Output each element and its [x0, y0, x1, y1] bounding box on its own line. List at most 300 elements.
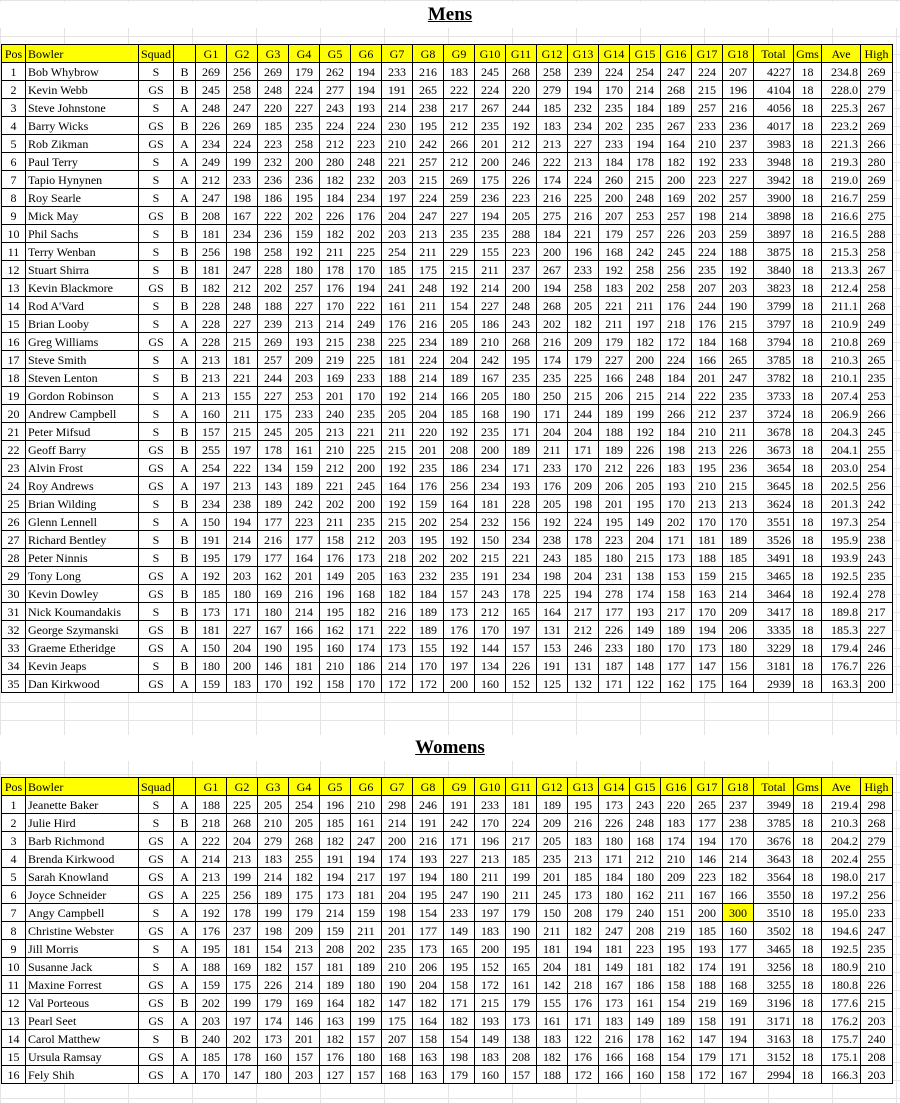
table-cell: 169 [258, 585, 289, 603]
table-cell: 202 [258, 279, 289, 297]
table-cell: 194 [351, 850, 382, 868]
table-cell: 247 [351, 832, 382, 850]
table-cell: 256 [227, 63, 258, 81]
table-cell: B [174, 657, 196, 675]
table-cell: 202 [444, 549, 475, 567]
table-row [2, 81, 893, 99]
table-cell: 144 [475, 639, 506, 657]
table-cell: 188 [537, 1066, 568, 1084]
table-cell: 267 [475, 99, 506, 117]
table-cell: 3256 [754, 958, 794, 976]
table-cell: 213 [692, 495, 723, 513]
table-cell: 211 [227, 405, 258, 423]
table-row [2, 585, 893, 603]
table-cell: 175 [289, 886, 320, 904]
table-cell: 211 [537, 441, 568, 459]
table-cell: 209 [537, 814, 568, 832]
table-cell: 268 [506, 63, 537, 81]
table-cell: 18 [794, 549, 822, 567]
table-cell: 9 [2, 940, 26, 958]
table-cell: 219 [320, 351, 351, 369]
table-cell: 213 [289, 940, 320, 958]
table-cell: S [139, 513, 174, 531]
table-cell: 204 [413, 976, 444, 994]
table-cell: 210 [861, 958, 893, 976]
table-cell: 205 [537, 832, 568, 850]
table-cell: 173 [568, 886, 599, 904]
table-cell: 233 [568, 261, 599, 279]
table-cell: 190 [475, 886, 506, 904]
table-cell: 169 [723, 994, 754, 1012]
table-cell: 213 [227, 477, 258, 495]
table-cell: 243 [475, 585, 506, 603]
table-cell: 244 [692, 297, 723, 315]
table-cell: S [139, 351, 174, 369]
table-cell: 218 [568, 976, 599, 994]
table-cell: 18 [794, 135, 822, 153]
table-cell: 222 [444, 81, 475, 99]
table-cell: 242 [861, 495, 893, 513]
table-cell: 245 [196, 81, 227, 99]
table-cell: 12 [2, 261, 26, 279]
table-cell: 206 [723, 621, 754, 639]
table-cell: 235 [413, 459, 444, 477]
table-cell: 18 [794, 333, 822, 351]
table-cell: 202.5 [822, 477, 861, 495]
table-cell: 205 [506, 207, 537, 225]
table-cell: 225 [568, 369, 599, 387]
table-cell: 168 [382, 1066, 413, 1084]
table-cell: 266 [861, 405, 893, 423]
table-cell: 184 [599, 868, 630, 886]
table-cell: 182 [320, 1030, 351, 1048]
table-cell: 194 [723, 1030, 754, 1048]
table-cell: 18 [794, 189, 822, 207]
header-row [2, 778, 893, 796]
table-cell: 216 [568, 814, 599, 832]
table-cell: 195 [599, 513, 630, 531]
table-cell: 216 [413, 315, 444, 333]
table-cell: 161 [382, 297, 413, 315]
table-cell: B [174, 369, 196, 387]
table-cell: GS [139, 279, 174, 297]
table-cell: 164 [382, 477, 413, 495]
table-cell: 227 [289, 99, 320, 117]
table-cell: 228.0 [822, 81, 861, 99]
table-cell: 222 [196, 832, 227, 850]
table-row [2, 495, 893, 513]
table-cell: 176 [382, 315, 413, 333]
table-cell: 208 [444, 441, 475, 459]
column-header: G17 [692, 45, 723, 63]
table-cell: 173 [506, 1012, 537, 1030]
table-cell: 175.1 [822, 1048, 861, 1066]
table-cell: 202 [661, 513, 692, 531]
table-cell: 192 [289, 675, 320, 693]
table-cell: 189 [723, 531, 754, 549]
table-cell: 201.3 [822, 495, 861, 513]
table-cell: 214 [227, 531, 258, 549]
table-cell: 233 [351, 369, 382, 387]
table-cell: 204 [537, 423, 568, 441]
table-cell: 4104 [754, 81, 794, 99]
table-cell: 215 [692, 81, 723, 99]
column-header: G16 [661, 778, 692, 796]
table-cell: 196 [723, 81, 754, 99]
table-cell: 255 [196, 441, 227, 459]
table-cell: 179 [599, 225, 630, 243]
table-cell: 232 [413, 567, 444, 585]
table-cell: 164 [661, 135, 692, 153]
table-cell: 204 [630, 531, 661, 549]
table-row [2, 369, 893, 387]
table-cell: 201 [475, 135, 506, 153]
table-cell: Paul Terry [26, 153, 139, 171]
table-cell: 179 [289, 904, 320, 922]
table-cell: 125 [537, 675, 568, 693]
table-cell: 235 [475, 423, 506, 441]
table-cell: 243 [506, 315, 537, 333]
table-cell: 8 [2, 189, 26, 207]
table-cell: 189 [413, 621, 444, 639]
table-cell: 247 [227, 99, 258, 117]
table-cell: 218 [196, 814, 227, 832]
table-cell: 18 [794, 531, 822, 549]
table-cell: 3654 [754, 459, 794, 477]
table-cell: 210.8 [822, 333, 861, 351]
table-cell: 181 [506, 796, 537, 814]
table-cell: 213 [568, 850, 599, 868]
table-cell: 211 [351, 922, 382, 940]
table-cell: 18 [794, 351, 822, 369]
table-cell: 162 [630, 886, 661, 904]
table-cell: 223 [506, 189, 537, 207]
table-cell: 182 [630, 333, 661, 351]
table-cell: 192 [692, 153, 723, 171]
table-cell: Christine Webster [26, 922, 139, 940]
table-cell: 3676 [754, 832, 794, 850]
table-cell: 247 [196, 189, 227, 207]
column-header: G4 [289, 778, 320, 796]
table-cell: 194 [351, 279, 382, 297]
table-cell: 192 [382, 387, 413, 405]
table-cell: 245 [258, 423, 289, 441]
table-cell: S [139, 495, 174, 513]
table-cell: S [139, 549, 174, 567]
table-cell: 204 [568, 423, 599, 441]
table-cell: 3526 [754, 531, 794, 549]
table-cell: 226 [506, 171, 537, 189]
table-cell: 168 [723, 976, 754, 994]
table-cell: 210 [382, 135, 413, 153]
table-cell: 213 [568, 153, 599, 171]
table-cell: 182 [661, 958, 692, 976]
table-cell: 170 [475, 621, 506, 639]
table-cell: 256 [227, 886, 258, 904]
table-cell: 197.3 [822, 513, 861, 531]
table-cell: 210 [382, 958, 413, 976]
table-cell: 242 [630, 243, 661, 261]
table-cell: 201 [289, 1030, 320, 1048]
table-cell: 208 [506, 1048, 537, 1066]
table-cell: 20 [2, 405, 26, 423]
table-cell: 247 [861, 922, 893, 940]
table-cell: 150 [196, 639, 227, 657]
table-cell: 214 [289, 603, 320, 621]
table-cell: 154 [258, 940, 289, 958]
table-cell: 9 [2, 207, 26, 225]
table-cell: 163 [320, 1012, 351, 1030]
table-cell: 200 [227, 657, 258, 675]
table-cell: 258 [227, 81, 258, 99]
table-cell: 154 [444, 297, 475, 315]
table-cell: 237 [723, 405, 754, 423]
table-cell: 148 [630, 657, 661, 675]
table-cell: 267 [861, 261, 893, 279]
column-header: G11 [506, 45, 537, 63]
table-cell: 200 [506, 279, 537, 297]
table-row [2, 99, 893, 117]
table-cell: 211 [630, 297, 661, 315]
table-cell: 254 [289, 796, 320, 814]
table-cell: 191 [723, 1012, 754, 1030]
table-cell: 155 [475, 243, 506, 261]
table-cell: 180 [599, 886, 630, 904]
table-cell: 203 [289, 369, 320, 387]
table-cell: 210 [475, 333, 506, 351]
table-cell: A [174, 567, 196, 585]
table-cell: 18 [794, 850, 822, 868]
table-cell: 146 [289, 1012, 320, 1030]
table-cell: A [174, 99, 196, 117]
table-cell: 227 [568, 135, 599, 153]
table-cell: 226 [723, 441, 754, 459]
table-cell: 204 [444, 351, 475, 369]
table-cell: 182 [661, 153, 692, 171]
table-cell: 235 [861, 369, 893, 387]
table-cell: 257 [723, 189, 754, 207]
column-header: G8 [413, 778, 444, 796]
table-cell: 210.3 [822, 351, 861, 369]
table-cell: 183 [227, 675, 258, 693]
table-cell: 182 [444, 1012, 475, 1030]
table-cell: 182 [723, 868, 754, 886]
table-row [2, 153, 893, 171]
table-cell: 181 [382, 351, 413, 369]
table-cell: 147 [692, 1030, 723, 1048]
table-cell: 221 [320, 477, 351, 495]
table-cell: 216 [413, 63, 444, 81]
table-cell: 279 [861, 832, 893, 850]
table-cell: 225 [537, 585, 568, 603]
table-cell: 254 [630, 63, 661, 81]
table-cell: 177 [258, 513, 289, 531]
table-cell: 159 [289, 459, 320, 477]
table-cell: 18 [794, 405, 822, 423]
table-cell: 3799 [754, 297, 794, 315]
column-header: G15 [630, 778, 661, 796]
table-cell: 18 [794, 639, 822, 657]
table-cell: 239 [568, 63, 599, 81]
table-cell: 160 [475, 1066, 506, 1084]
table-cell: 3 [2, 832, 26, 850]
table-cell: 215 [475, 549, 506, 567]
table-cell: 3181 [754, 657, 794, 675]
table-cell: 203 [382, 531, 413, 549]
table-row [2, 958, 893, 976]
column-header: Gms [794, 778, 822, 796]
table-cell: 195 [413, 531, 444, 549]
table-cell: GS [139, 477, 174, 495]
table-cell: 174 [537, 351, 568, 369]
table-cell: 256 [661, 261, 692, 279]
column-header: G16 [661, 45, 692, 63]
table-cell: 28 [2, 549, 26, 567]
table-cell: 18 [794, 63, 822, 81]
table-cell: A [174, 904, 196, 922]
womens-title: Womens [0, 735, 900, 761]
table-cell: 258 [630, 261, 661, 279]
table-cell: 201 [537, 868, 568, 886]
table-row [2, 531, 893, 549]
table-cell: 196 [475, 832, 506, 850]
table-cell: 185 [320, 814, 351, 832]
table-cell: 236 [258, 171, 289, 189]
table-cell: 200 [475, 153, 506, 171]
table-cell: 164 [537, 603, 568, 621]
table-cell: 184 [661, 423, 692, 441]
table-row [2, 567, 893, 585]
table-cell: B [174, 441, 196, 459]
table-cell: 174 [382, 850, 413, 868]
table-cell: 268 [661, 81, 692, 99]
table-cell: 17 [2, 351, 26, 369]
table-cell: 183 [599, 1012, 630, 1030]
table-cell: 177 [599, 603, 630, 621]
table-cell: 179 [444, 1066, 475, 1084]
table-cell: 268 [506, 333, 537, 351]
table-cell: 213 [196, 351, 227, 369]
table-cell: 226 [630, 459, 661, 477]
table-cell: 18 [794, 1048, 822, 1066]
table-cell: 1 [2, 63, 26, 81]
table-cell: 180 [630, 868, 661, 886]
table-cell: 200 [382, 832, 413, 850]
table-cell: 188 [692, 549, 723, 567]
table-cell: Steve Smith [26, 351, 139, 369]
table-cell: 16 [2, 1066, 26, 1084]
table-cell: 208 [568, 904, 599, 922]
table-cell: 211 [475, 868, 506, 886]
table-cell: 197 [227, 441, 258, 459]
table-cell: Glenn Lennell [26, 513, 139, 531]
table-cell: 214 [475, 279, 506, 297]
table-cell: 235 [599, 99, 630, 117]
table-cell: 233 [599, 135, 630, 153]
table-cell: 195 [444, 958, 475, 976]
table-cell: 268 [537, 297, 568, 315]
table-cell: A [174, 315, 196, 333]
column-header: G18 [723, 778, 754, 796]
table-cell: 3875 [754, 243, 794, 261]
table-cell: 258 [861, 279, 893, 297]
table-cell: 165 [506, 958, 537, 976]
table-cell: 179.4 [822, 639, 861, 657]
table-cell: 200 [692, 904, 723, 922]
table-cell: 207 [723, 63, 754, 81]
table-cell: 239 [258, 315, 289, 333]
table-cell: 154 [444, 1030, 475, 1048]
table-cell: 191 [537, 657, 568, 675]
table-cell: 200 [475, 940, 506, 958]
table-cell: 170 [568, 459, 599, 477]
table-cell: 18 [794, 1012, 822, 1030]
table-cell: 179 [692, 1048, 723, 1066]
table-cell: 245 [351, 477, 382, 495]
table-cell: A [174, 639, 196, 657]
table-cell: 203 [196, 1012, 227, 1030]
table-cell: 257 [289, 279, 320, 297]
table-cell: 149 [599, 958, 630, 976]
table-cell: A [174, 1048, 196, 1066]
table-row [2, 657, 893, 675]
table-cell: 203.0 [822, 459, 861, 477]
table-cell: GS [139, 1012, 174, 1030]
table-cell: 221 [351, 423, 382, 441]
table-cell: 6 [2, 153, 26, 171]
table-cell: 178 [568, 531, 599, 549]
table-cell: 228 [196, 297, 227, 315]
column-header: Bowler [26, 778, 139, 796]
table-cell: 245 [537, 886, 568, 904]
table-cell: 298 [861, 796, 893, 814]
table-cell: Sarah Knowland [26, 868, 139, 886]
table-cell: 300 [723, 904, 754, 922]
table-cell: 192 [196, 904, 227, 922]
table-row [2, 297, 893, 315]
table-cell: 163 [692, 585, 723, 603]
table-cell: 190 [506, 405, 537, 423]
table-cell: 3171 [754, 1012, 794, 1030]
table-cell: 33 [2, 639, 26, 657]
table-row [2, 315, 893, 333]
column-header: G13 [568, 45, 599, 63]
table-cell: A [174, 459, 196, 477]
table-cell: 162 [258, 567, 289, 585]
table-cell: 165 [506, 603, 537, 621]
table-cell: 233 [382, 63, 413, 81]
table-cell: B [174, 297, 196, 315]
table-cell: 256 [861, 477, 893, 495]
table-cell: 170 [723, 832, 754, 850]
table-cell: 235 [861, 567, 893, 585]
table-row [2, 868, 893, 886]
table-cell: 185 [568, 549, 599, 567]
table-cell: 199 [630, 405, 661, 423]
table-cell: 18 [794, 369, 822, 387]
table-cell: 208 [320, 940, 351, 958]
table-cell: 18 [794, 603, 822, 621]
table-cell: 237 [227, 922, 258, 940]
table-cell: 247 [661, 63, 692, 81]
table-cell: 182 [320, 171, 351, 189]
table-cell: 164 [320, 994, 351, 1012]
table-cell: 181 [196, 225, 227, 243]
table-cell: 215.3 [822, 243, 861, 261]
column-header: G10 [475, 45, 506, 63]
table-cell: 226 [599, 621, 630, 639]
column-header: G8 [413, 45, 444, 63]
